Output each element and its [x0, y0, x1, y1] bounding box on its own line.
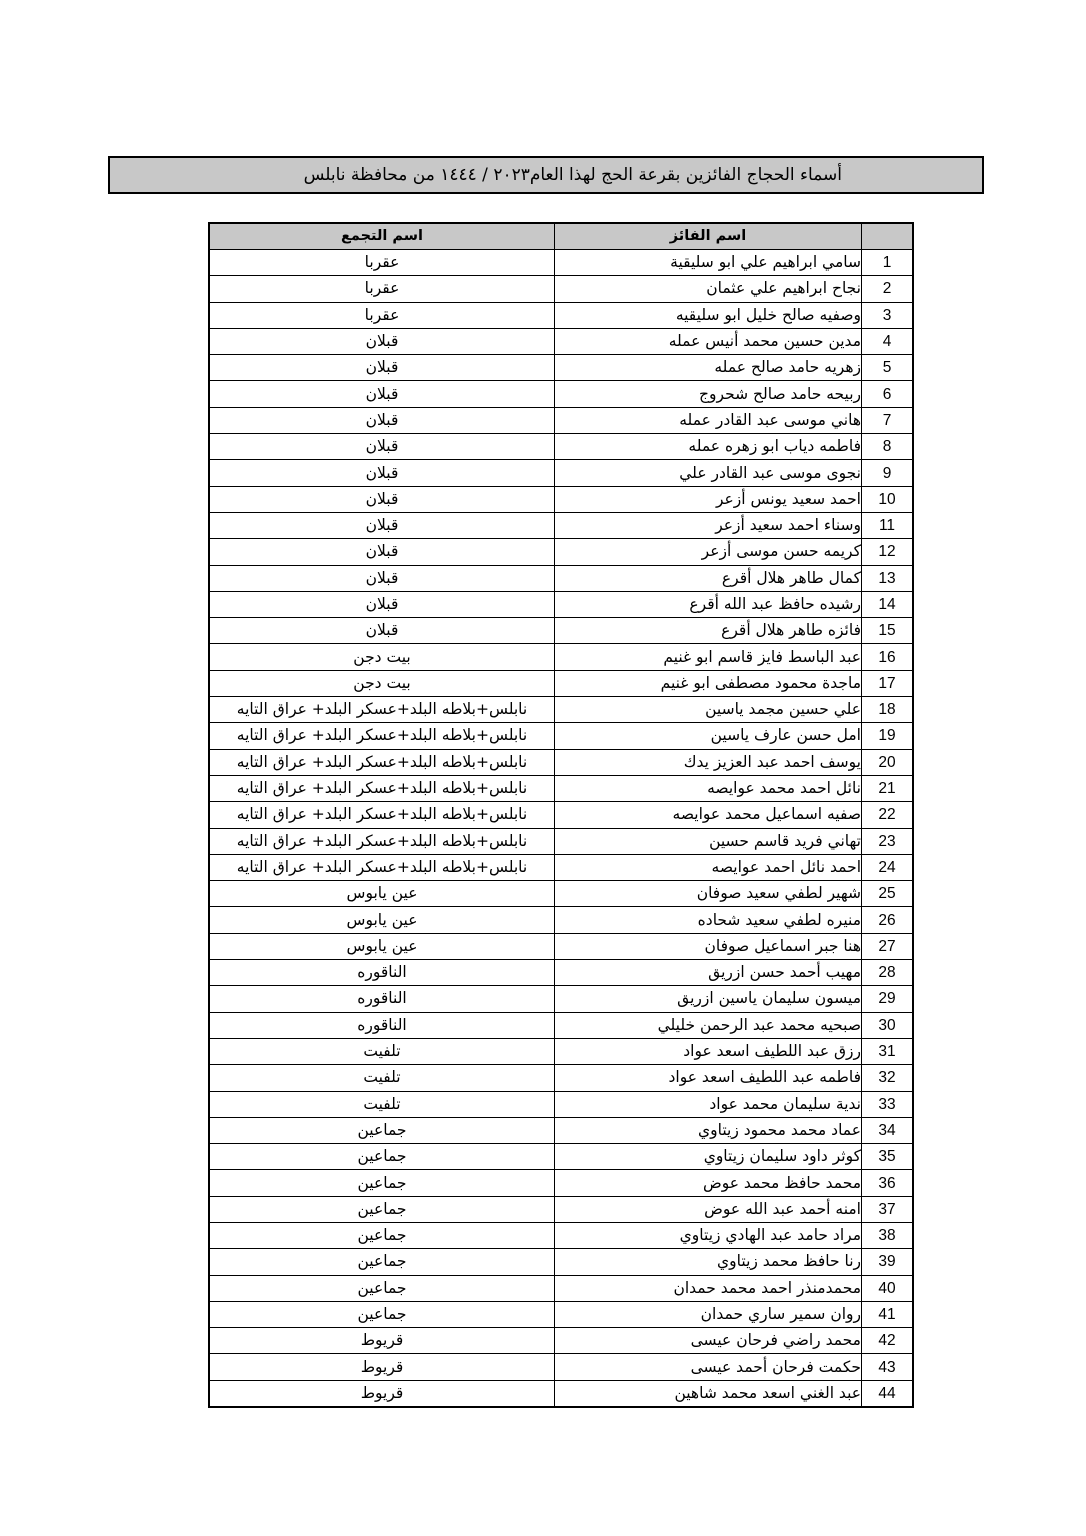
winner-name: روان سمير ساري حمدان [555, 1301, 862, 1327]
winner-name: مراد حامد عبد الهادي زيتاوي [555, 1222, 862, 1248]
gathering-name: بيت دجن [209, 670, 555, 696]
row-number: 19 [862, 723, 914, 749]
table-row [209, 749, 913, 775]
table-row [209, 434, 913, 460]
winner-name: احمد نائل احمد عوايصه [555, 854, 862, 880]
row-number: 37 [862, 1196, 914, 1222]
header-number [862, 223, 914, 250]
gathering-name: قبلان [209, 618, 555, 644]
row-number: 43 [862, 1354, 914, 1380]
row-number: 27 [862, 933, 914, 959]
table-row [209, 1222, 913, 1248]
winner-name: عبد الباسط فايز قاسم ابو غنيم [555, 644, 862, 670]
row-number: 5 [862, 355, 914, 381]
gathering-name: قبلان [209, 591, 555, 617]
gathering-name: عين يابوس [209, 907, 555, 933]
gathering-name: جماعين [209, 1301, 555, 1327]
winner-name: ندية سليمان محمد عواد [555, 1091, 862, 1117]
row-number: 33 [862, 1091, 914, 1117]
winner-name: صفيه اسماعيل محمد عوايصه [555, 802, 862, 828]
row-number: 38 [862, 1222, 914, 1248]
table-row [209, 250, 913, 276]
winner-name: نجوى موسى عبد القادر علي [555, 460, 862, 486]
gathering-name: قريوط [209, 1328, 555, 1354]
winner-name: نجاح ابراهيم علي عثمان [555, 276, 862, 302]
gathering-name: عقربا [209, 250, 555, 276]
row-number: 42 [862, 1328, 914, 1354]
row-number: 25 [862, 881, 914, 907]
table-row [209, 565, 913, 591]
gathering-name: نابلس+بلاطه البلد+عسكر البلد+ عراق التايه [209, 775, 555, 801]
table-row [209, 1380, 913, 1407]
gathering-name: جماعين [209, 1117, 555, 1143]
gathering-name: قبلان [209, 539, 555, 565]
gathering-name: جماعين [209, 1249, 555, 1275]
gathering-name: جماعين [209, 1222, 555, 1248]
gathering-name: نابلس+بلاطه البلد+عسكر البلد+ عراق التايه [209, 802, 555, 828]
gathering-name: تلفيت [209, 1038, 555, 1064]
row-number: 20 [862, 749, 914, 775]
row-number: 11 [862, 512, 914, 538]
winner-name: وصفيه صالح خليل ابو سليقيه [555, 302, 862, 328]
row-number: 29 [862, 986, 914, 1012]
row-number: 40 [862, 1275, 914, 1301]
winner-name: كوثر داود سليمان زيتاوي [555, 1144, 862, 1170]
table-row [209, 460, 913, 486]
table-row [209, 1144, 913, 1170]
table-header-row [209, 223, 913, 250]
row-number: 8 [862, 434, 914, 460]
row-number: 28 [862, 960, 914, 986]
gathering-name: عقربا [209, 302, 555, 328]
table-row [209, 407, 913, 433]
table-row [209, 381, 913, 407]
gathering-name: عقربا [209, 276, 555, 302]
winner-name: محمد راضي فرحان عيسى [555, 1328, 862, 1354]
winner-name: كمال طاهر هلال أقرع [555, 565, 862, 591]
winner-name: ميسون سليمان ياسين ازريق [555, 986, 862, 1012]
winners-table [208, 222, 914, 1408]
winner-name: محمدمنذر احمد محمد حمدان [555, 1275, 862, 1301]
table-row [209, 302, 913, 328]
row-number: 24 [862, 854, 914, 880]
gathering-name: عين يابوس [209, 881, 555, 907]
gathering-name: نابلس+بلاطه البلد+عسكر البلد+ عراق التايه [209, 854, 555, 880]
gathering-name: جماعين [209, 1275, 555, 1301]
table-row [209, 1249, 913, 1275]
winner-name: ربيحه حامد صالح شحروج [555, 381, 862, 407]
winner-name: امل حسن عارف ياسين [555, 723, 862, 749]
row-number: 22 [862, 802, 914, 828]
row-number: 10 [862, 486, 914, 512]
table-row [209, 1301, 913, 1327]
row-number: 1 [862, 250, 914, 276]
gathering-name: قبلان [209, 328, 555, 354]
table-row [209, 1196, 913, 1222]
table-row [209, 1170, 913, 1196]
winner-name: رزق عبد اللطيف اسعد عواد [555, 1038, 862, 1064]
gathering-name: جماعين [209, 1170, 555, 1196]
gathering-name: الناقوره [209, 986, 555, 1012]
gathering-name: عين يابوس [209, 933, 555, 959]
table-row [209, 986, 913, 1012]
row-number: 23 [862, 828, 914, 854]
row-number: 17 [862, 670, 914, 696]
gathering-name: نابلس+بلاطه البلد+عسكر البلد+ عراق التايه [209, 723, 555, 749]
gathering-name: قبلان [209, 407, 555, 433]
row-number: 18 [862, 697, 914, 723]
gathering-name: تلفيت [209, 1091, 555, 1117]
table-row [209, 828, 913, 854]
winner-name: سامي ابراهيم علي ابو سليقية [555, 250, 862, 276]
gathering-name: جماعين [209, 1144, 555, 1170]
table-row [209, 1012, 913, 1038]
row-number: 36 [862, 1170, 914, 1196]
winner-name: تهاني فريد قاسم حسين [555, 828, 862, 854]
document-title-text: أسماء الحجاج الفائزين بقرعة الحج لهذا العام٢٠٢٣ / ١٤٤٤ من محافظة نابلس [303, 165, 842, 185]
winner-name: كريمه حسن موسى أزعر [555, 539, 862, 565]
row-number: 4 [862, 328, 914, 354]
table-row [209, 1275, 913, 1301]
table-row [209, 933, 913, 959]
row-number: 15 [862, 618, 914, 644]
gathering-name: قريوط [209, 1380, 555, 1407]
row-number: 31 [862, 1038, 914, 1064]
table-row [209, 775, 913, 801]
winner-name: فاطمه عبد اللطيف اسعد عواد [555, 1065, 862, 1091]
gathering-name: جماعين [209, 1196, 555, 1222]
gathering-name: قبلان [209, 565, 555, 591]
winner-name: منيره لطفي سعيد شحاده [555, 907, 862, 933]
table-row [209, 512, 913, 538]
winner-name: حكمت فرحان أحمد عيسى [555, 1354, 862, 1380]
winner-name: وسناء احمد سعيد أزعر [555, 512, 862, 538]
winner-name: فائزه طاهر هلال أقرع [555, 618, 862, 644]
winner-name: عبد الغني اسعد محمد شاهين [555, 1380, 862, 1407]
row-number: 41 [862, 1301, 914, 1327]
table-row [209, 670, 913, 696]
gathering-name: الناقوره [209, 1012, 555, 1038]
winner-name: شهير لطفي سعيد صوفان [555, 881, 862, 907]
gathering-name: قبلان [209, 355, 555, 381]
gathering-name: نابلس+بلاطه البلد+عسكر البلد+ عراق التايه [209, 828, 555, 854]
winner-name: محمد حافظ محمد عوض [555, 1170, 862, 1196]
row-number: 12 [862, 539, 914, 565]
row-number: 16 [862, 644, 914, 670]
table-row [209, 1117, 913, 1143]
winner-name: عماد محمد محمود زيتاوي [555, 1117, 862, 1143]
winner-name: احمد سعيد يونس أزعر [555, 486, 862, 512]
header-winner-name: اسم الفائز [555, 223, 862, 250]
gathering-name: قبلان [209, 434, 555, 460]
row-number: 13 [862, 565, 914, 591]
table-row [209, 276, 913, 302]
table-row [209, 907, 913, 933]
winner-name: صبحيه محمد عبد الرحمن خليلي [555, 1012, 862, 1038]
winner-name: رشيده حافظ عبد الله أقرع [555, 591, 862, 617]
header-gathering-name: اسم التجمع [209, 223, 555, 250]
row-number: 30 [862, 1012, 914, 1038]
table-row [209, 486, 913, 512]
table-body [209, 250, 913, 1408]
winner-name: رنا حافظ محمد زيتاوي [555, 1249, 862, 1275]
table-row [209, 960, 913, 986]
gathering-name: نابلس+بلاطه البلد+عسكر البلد+ عراق التايه [209, 697, 555, 723]
table-row [209, 328, 913, 354]
table-row [209, 723, 913, 749]
gathering-name: قريوط [209, 1354, 555, 1380]
table-row [209, 697, 913, 723]
table-row [209, 1091, 913, 1117]
table-row [209, 1354, 913, 1380]
table-row [209, 854, 913, 880]
gathering-name: قبلان [209, 460, 555, 486]
row-number: 35 [862, 1144, 914, 1170]
gathering-name: نابلس+بلاطه البلد+عسكر البلد+ عراق التايه [209, 749, 555, 775]
table-row [209, 802, 913, 828]
row-number: 39 [862, 1249, 914, 1275]
gathering-name: قبلان [209, 381, 555, 407]
winner-name: نائل احمد محمد عوايصه [555, 775, 862, 801]
row-number: 3 [862, 302, 914, 328]
row-number: 6 [862, 381, 914, 407]
table-row [209, 1038, 913, 1064]
row-number: 21 [862, 775, 914, 801]
row-number: 32 [862, 1065, 914, 1091]
winner-name: ماجدة محمود مصطفى ابو غنيم [555, 670, 862, 696]
gathering-name: قبلان [209, 512, 555, 538]
winner-name: امنه أحمد عبد الله عوض [555, 1196, 862, 1222]
row-number: 44 [862, 1380, 914, 1407]
winner-name: علي حسين مجمد ياسين [555, 697, 862, 723]
table-row [209, 1328, 913, 1354]
winner-name: مدين حسين محمد أنيس عمله [555, 328, 862, 354]
table-row [209, 881, 913, 907]
table-row [209, 591, 913, 617]
row-number: 26 [862, 907, 914, 933]
table-row [209, 1065, 913, 1091]
row-number: 7 [862, 407, 914, 433]
winner-name: يوسف احمد عبد العزيز يدك [555, 749, 862, 775]
winner-name: زهريه حامد صالح عمله [555, 355, 862, 381]
gathering-name: قبلان [209, 486, 555, 512]
gathering-name: تلفيت [209, 1065, 555, 1091]
winner-name: هنا جبر اسماعيل صوفان [555, 933, 862, 959]
row-number: 14 [862, 591, 914, 617]
row-number: 2 [862, 276, 914, 302]
winner-name: فاطمه دياب ابو زهره عمله [555, 434, 862, 460]
row-number: 9 [862, 460, 914, 486]
winner-name: هاني موسى عبد القادر عمله [555, 407, 862, 433]
gathering-name: بيت دجن [209, 644, 555, 670]
gathering-name: الناقوره [209, 960, 555, 986]
winner-name: مهيب أحمد حسن ازريق [555, 960, 862, 986]
table-row [209, 644, 913, 670]
row-number: 34 [862, 1117, 914, 1143]
document-title [108, 156, 984, 194]
table-row [209, 539, 913, 565]
table-row [209, 618, 913, 644]
table-row [209, 355, 913, 381]
